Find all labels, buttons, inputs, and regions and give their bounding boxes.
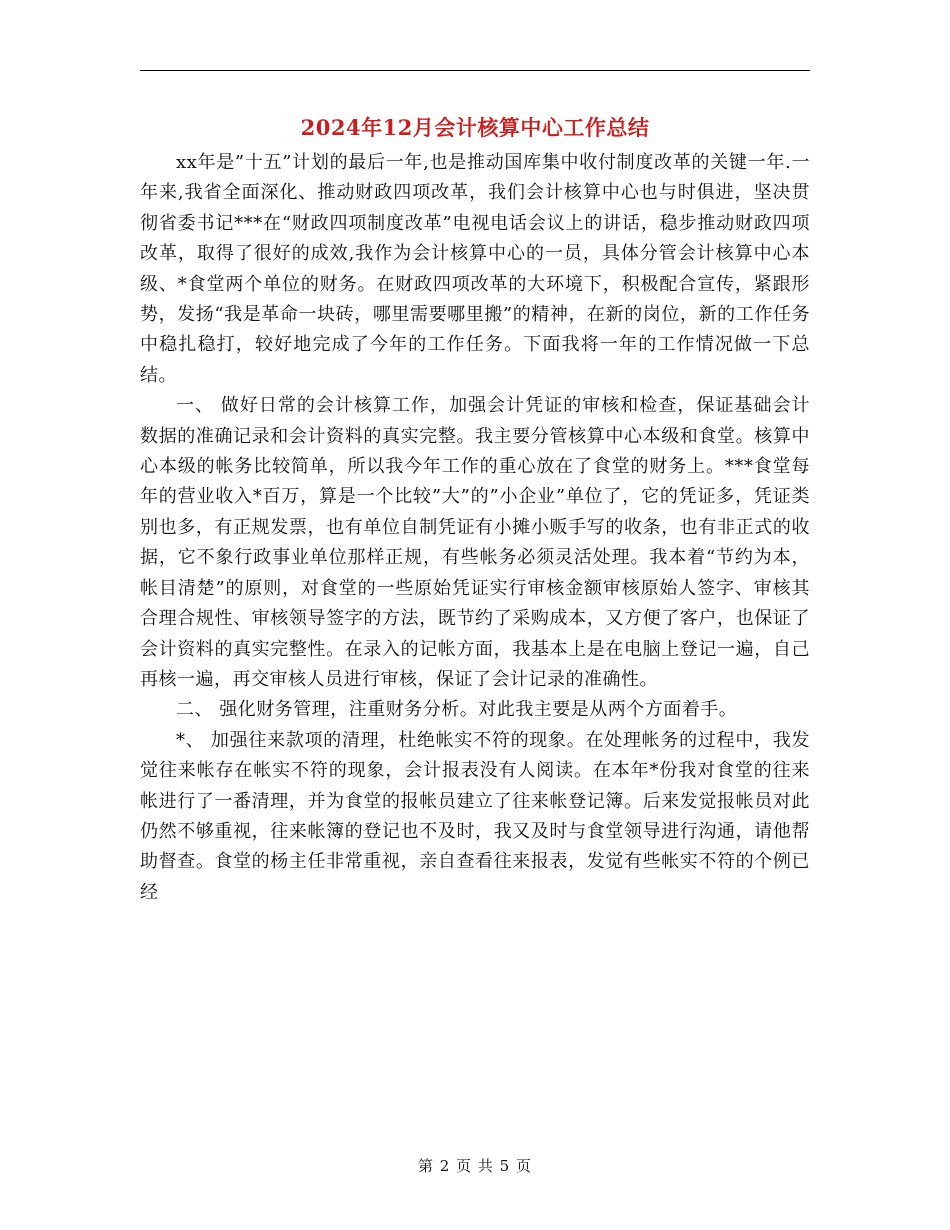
document-title: 2024年12月会计核算中心工作总结	[300, 115, 650, 140]
document-body	[140, 148, 810, 908]
paragraph-section-2: 二、 强化财务管理，注重财务分析。对此我主要是从两个方面着手。	[176, 699, 738, 721]
paragraph-subsection-1: *、 加强往来款项的清理，杜绝帐实不符的现象。在处理帐务的过程中，我发觉往来帐存在帐实不符的现象，会计报表没有人阅读。在本年*份我对食堂的往来帐进行了一番清理，并为食堂的报帐员建立了往来帐登记簿。后来发觉报帐员对此仍然不够重视，往来帐簿的登记也不及时，我又及时与食堂领导进行沟通，请他帮助督查。食堂的杨主任非常重视，亲自查看往来报表，发觉有些帐实不符的个例已经	[140, 729, 810, 903]
header-rule	[140, 70, 810, 71]
paragraph-intro: xx年是”十五”计划的最后一年,也是推动国库集中收付制度改革的关键一年.一年来,我省全面深化、推动财政四项改革，我们会计核算中心也与时俱进，坚决贯彻省委书记***在“财政四项制度改革”电视电话会议上的讲话，稳步推动财政四项改革，取得了很好的成效,我作为会计核算中心的一员，具体分管会计核算中心本级、*食堂两个单位的财务。在财政四项改革的大环境下，积极配合宣传，紧跟形势，发扬“我是革命一块砖，哪里需要哪里搬”的精神，在新的岗位，新的工作任务中稳扎稳打，较好地完成了今年的工作任务。下面我将一年的工作情况做一下总结。	[140, 152, 810, 386]
paragraph-section-1: 一、 做好日常的会计核算工作，加强会计凭证的审核和检查，保证基础会计数据的准确记录和会计资料的真实完整。我主要分管核算中心本级和食堂。核算中心本级的帐务比较简单，所以我今年工作的重心放在了食堂的财务上。***食堂每年的营业收入*百万，算是一个比较”大”的”小企业”单位了，它的凭证多，凭证类别也多，有正规发票，也有单位自制凭证有小摊小贩手写的收条，也有非正式的收据，它不象行政事业单位那样正规，有些帐务必须灵活处理。我本着“节约为本，帐目清楚”的原则，对食堂的一些原始凭证实行审核金额审核原始人签字、审核其合理合规性、审核领导签字的方法，既节约了采购成本，又方便了客户，也保证了会计资料的真实完整性。在录入的记帐方面，我基本上是在电脑上登记一遍，自己再核一遍，再交审核人员进行审核，保证了会计记录的准确性。	[140, 395, 810, 690]
page-footer: 第 2 页 共 5 页	[418, 1157, 532, 1175]
